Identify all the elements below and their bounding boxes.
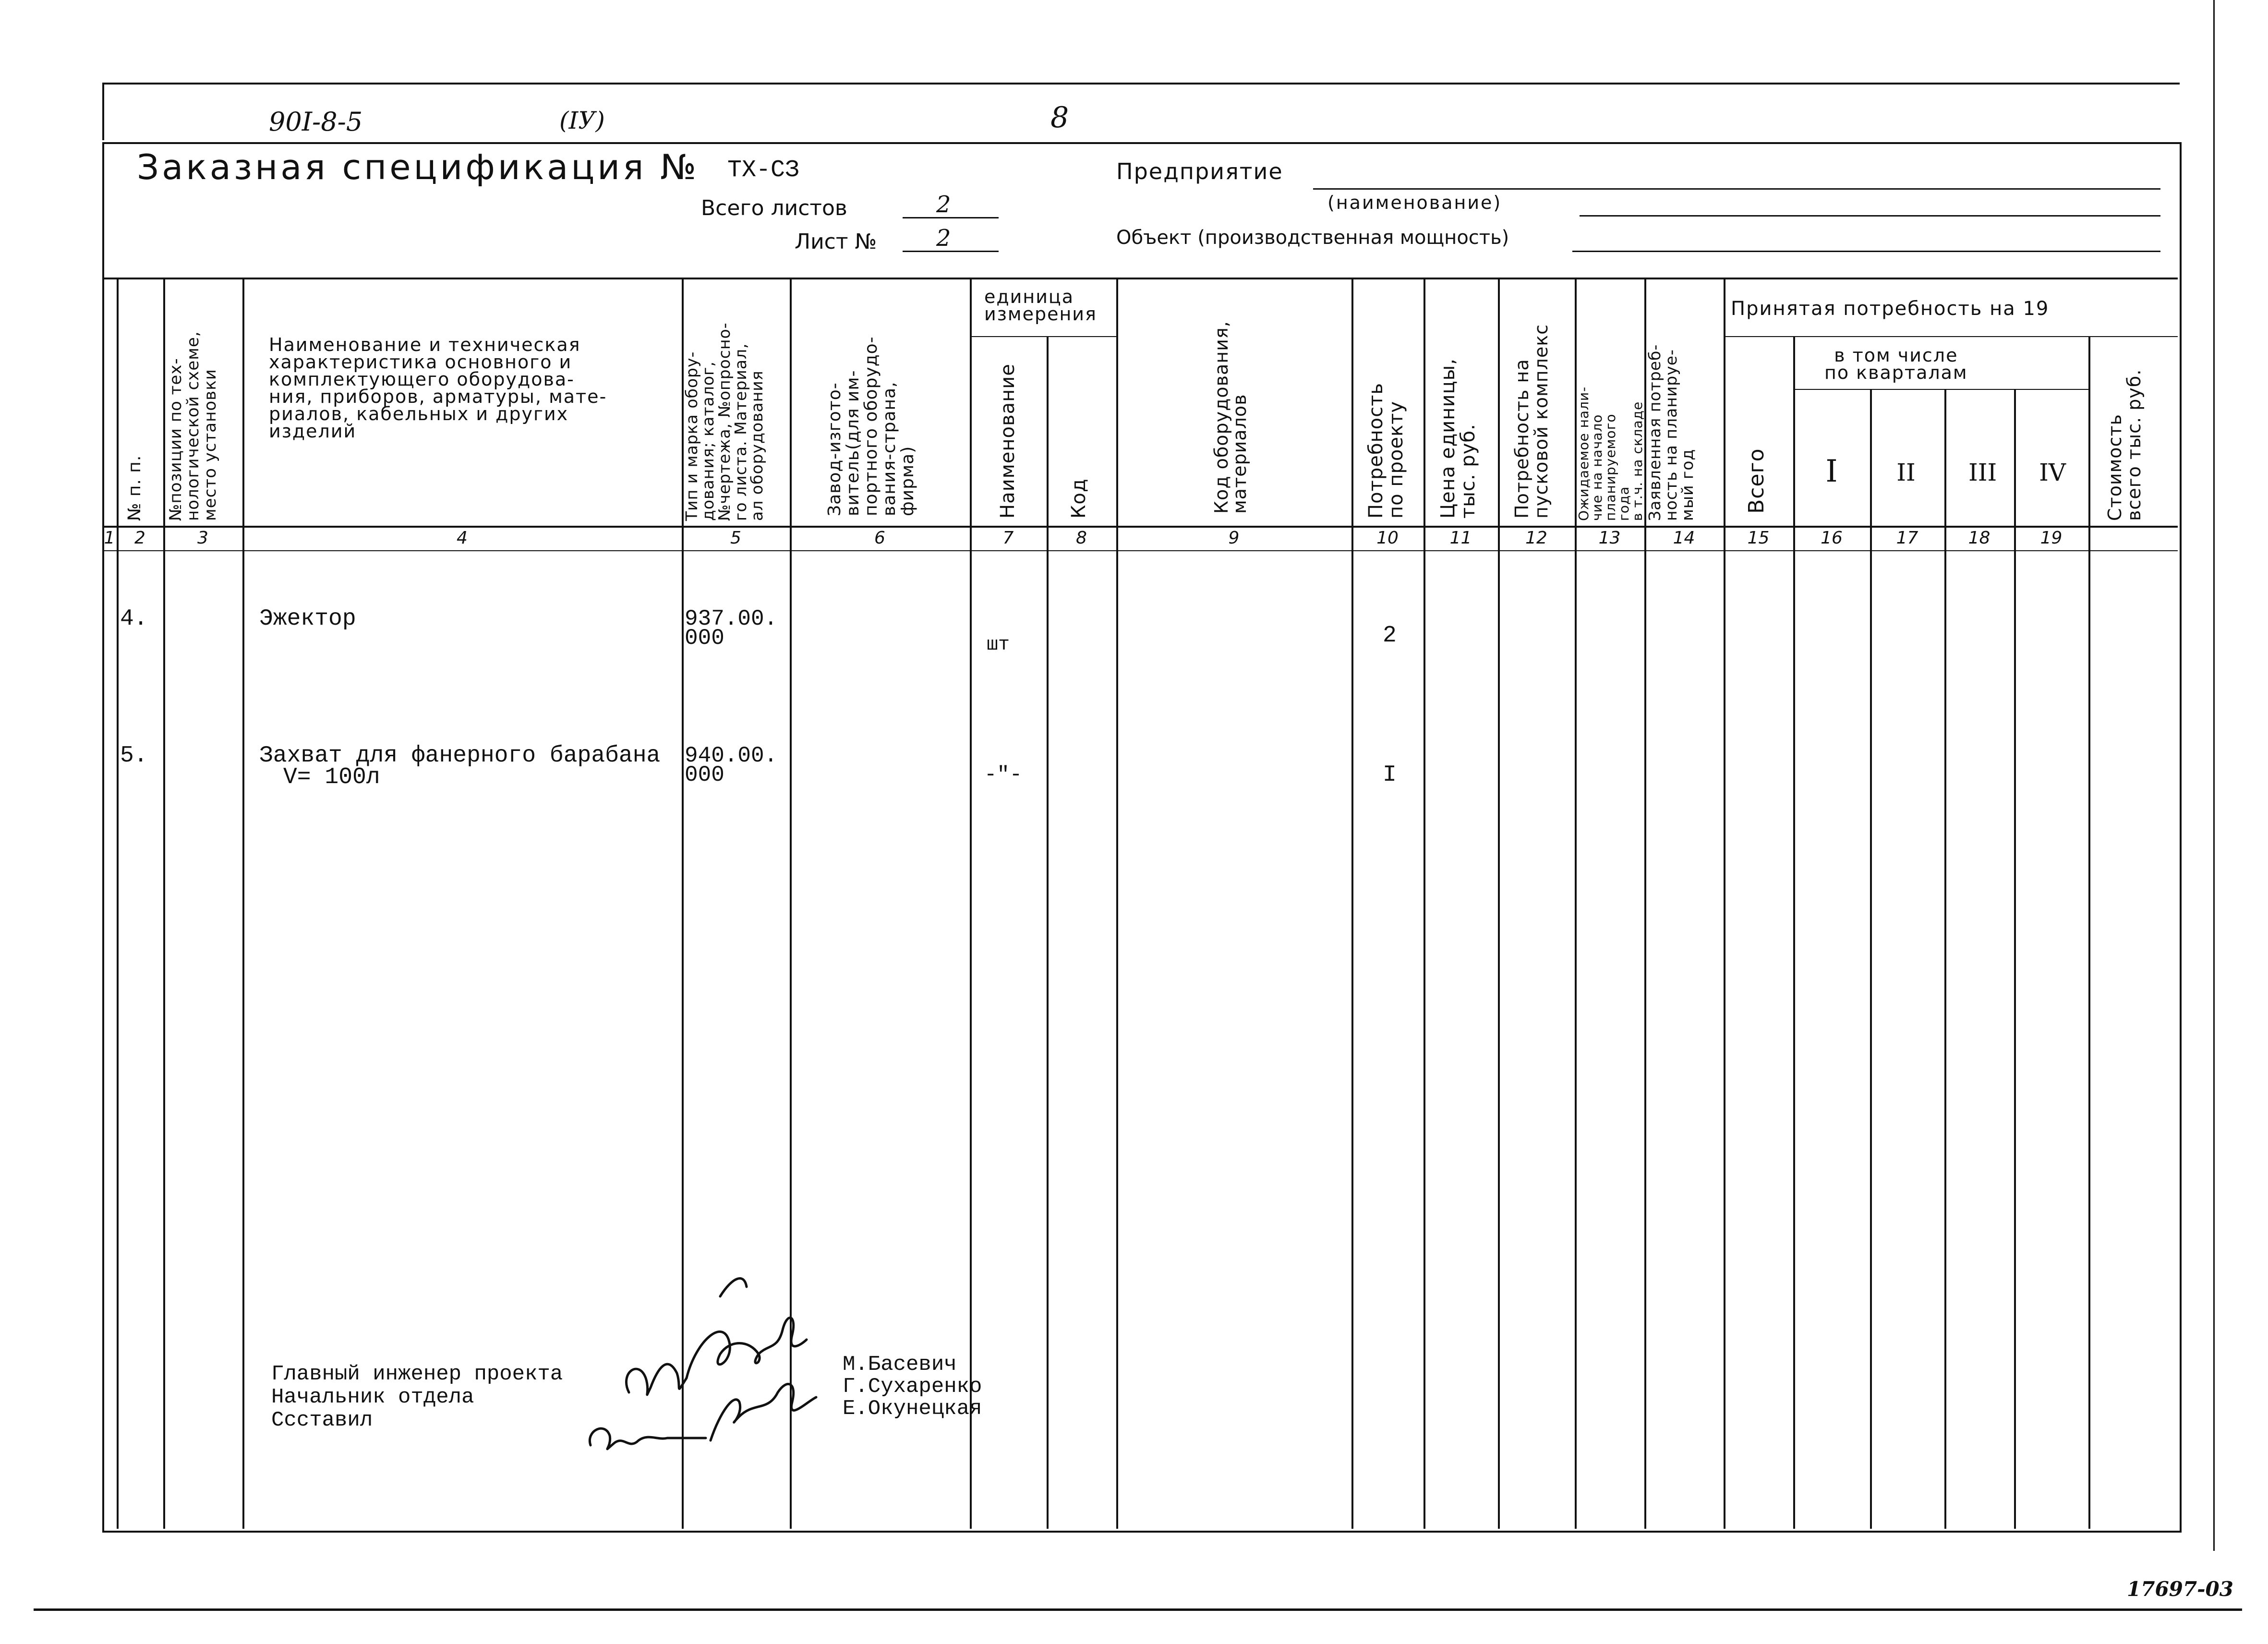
col-line-18 [2014,389,2016,1529]
col-line-2 [163,278,165,1529]
project-code: 90I-8-5 [269,107,363,137]
col-line-8 [1116,278,1118,1529]
header-quarters-group: в том числе по кварталам [1824,345,1968,383]
header-type: Тип и марка обору- дования; каталог, №чертежа, №опросно- го листа. Материал, ал оборудования [682,322,766,521]
column-number-3: 3 [197,528,208,548]
total-sheets-label: Всего листов [701,196,847,220]
table-header-top [102,278,2178,279]
col-line-10 [1424,278,1425,1529]
header-unit-group: единица измерения [984,286,1097,325]
row-5-type-1: 940.00. [685,743,778,768]
header-unit-code: Код [1068,478,1090,519]
stamp-number: 17697-03 [2127,1577,2233,1601]
row-5-qty: I [1383,762,1397,788]
column-number-9: 9 [1228,528,1240,548]
col-line-19 [2088,336,2090,1529]
spec-number: ТХ-СЗ [727,157,800,184]
header-total: Всего [1744,448,1769,514]
unit-group-line [970,336,1116,337]
column-number-10: 10 [1376,528,1399,548]
header-num: № п. п. [125,455,145,521]
album-number: (IУ) [559,107,605,134]
row-4-num: 4. [120,606,148,632]
colnum-row-bottom [102,550,2178,551]
row-4-type-2: 000 [685,626,724,651]
col-line-3 [242,278,244,1529]
header-manufacturer: Завод-изгото- витель(для им- портного оборудо- вания-страна, фирма) [825,336,917,516]
row-4-name: Эжектор [259,606,356,632]
row-5-name: Захват для фанерного барабана [259,743,661,769]
col-line-15 [1793,336,1795,1529]
colnum-row-top [102,526,2178,528]
col-line-11 [1498,278,1500,1529]
col-line-14 [1724,278,1725,1529]
column-number-19: 19 [2040,528,2063,548]
header-q1: I [1825,454,1838,489]
col-line-6 [970,278,972,1529]
header-declared: Заявленная потреб- ность на планируе- мый год [1645,344,1697,521]
row-4-type-1: 937.00. [685,606,778,631]
enterprise-underline-2 [1580,215,2160,217]
sheet-underline [903,251,999,252]
header-expected: Ожидаемое нали- чие на начало планируемого года в т.ч. на складе [1576,386,1645,521]
header-startup: Потребность на пусковой комплекс [1511,324,1552,519]
bottom-rule [34,1608,2242,1611]
col-line-16 [1870,389,1872,1529]
quarters-group-line [1793,389,2088,390]
row-5-type-2: 000 [685,762,724,787]
enterprise-underline-1 [1313,188,2160,190]
column-number-17: 17 [1896,528,1918,548]
role-department-head: Начальник отдела [271,1385,474,1409]
total-sheets-value: 2 [936,191,951,218]
sheet-label: Лист № [795,230,877,254]
column-number-18: 18 [1968,528,1991,548]
spec-heading: Заказная спецификация № [137,147,700,187]
column-number-15: 15 [1747,528,1770,548]
enterprise-hint: (наименование) [1327,192,1502,213]
role-compiler: Ссставил [271,1408,373,1432]
column-number-8: 8 [1076,528,1087,548]
name-okunetskaya: Е.Окунецкая [843,1397,982,1421]
column-number-14: 14 [1673,528,1695,548]
column-number-4: 4 [457,528,468,548]
row-4-unit: шт [987,634,1010,656]
object-label: Объект (производственная мощность) [1116,227,1509,249]
page-number: 8 [1050,101,1069,134]
signatures-handwritten [567,1258,835,1474]
enterprise-label: Предприятие [1116,158,1283,184]
name-basevich: М.Басевич [843,1353,957,1377]
name-sukharenko: Г.Сухаренко [843,1375,982,1399]
header-unit-name: Наименование [997,363,1019,519]
header-q3: III [1968,459,1997,486]
column-number-11: 11 [1449,528,1472,548]
header-need-project: Потребность по проекту [1365,382,1407,519]
header-position: №позиции по тех- нологической схеме, место установки [166,331,220,521]
header-equip-code: Код оборудования, материалов [1211,321,1250,514]
total-sheets-underline [903,217,999,218]
col-line-17 [1944,389,1946,1529]
row-4-qty: 2 [1383,623,1397,649]
header-q4: IV [2039,459,2066,486]
row-5-name-2: V= 100л [283,764,380,790]
column-number-12: 12 [1525,528,1547,548]
header-accepted-group: Принятая потребность на 19 [1731,298,2050,320]
row-5-num: 5. [120,743,148,769]
column-number-6: 6 [874,528,885,548]
top-left-tick [102,83,104,140]
col-line-9 [1351,278,1353,1529]
header-q2: II [1896,459,1916,486]
col-line-7 [1047,336,1049,1529]
role-chief-engineer: Главный инженер проекта [271,1362,563,1386]
column-number-1: 1 [104,528,115,548]
column-number-13: 13 [1598,528,1621,548]
header-name: Наименование и техническая характеристика основного и комплектующего оборудова- ния, приборов, арматуры, мате- риалов, кабельных и других изделий [269,334,607,442]
right-edge-mark [2213,0,2215,1551]
row-5-unit: -"- [984,763,1023,787]
column-number-2: 2 [134,528,145,548]
sheet-value: 2 [936,225,951,252]
header-unit-price: Цена единицы, тыс. руб. [1437,358,1479,519]
col-line-1 [117,278,119,1529]
accepted-group-line [1724,336,2178,337]
column-number-5: 5 [730,528,741,548]
column-number-7: 7 [1002,528,1014,548]
column-number-16: 16 [1821,528,1843,548]
header-cost: Стоимость всего тыс. руб. [2104,369,2145,521]
top-border [102,83,2180,85]
object-underline [1572,251,2160,252]
